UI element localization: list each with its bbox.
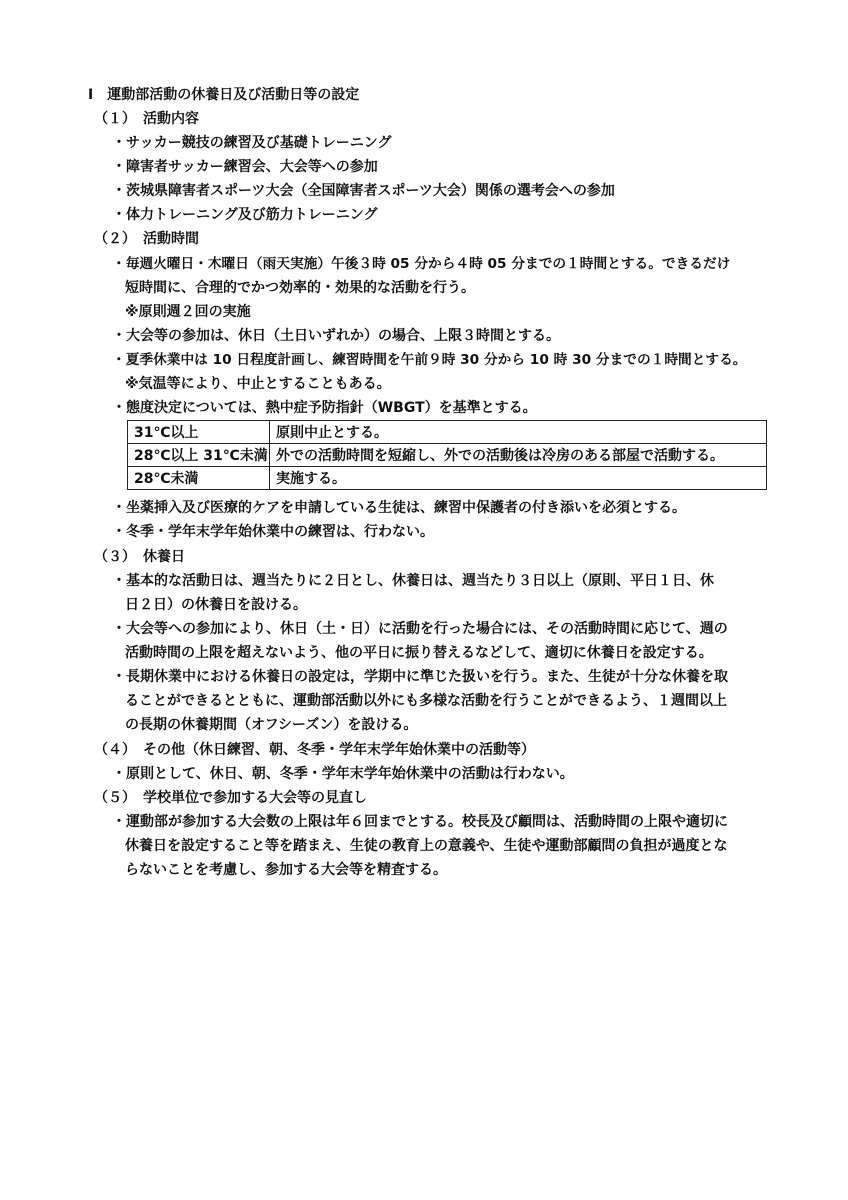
section-5-item-continuation: 休養日を設定すること等を踏まえ、生徒の教育上の意義や、生徒や運動部顧問の負担が過度とな [125, 838, 728, 854]
section-1-item: ・障害者サッカー練習会、大会等への参加 [112, 159, 378, 175]
section-1-item: ・体力トレーニング及び筋力トレーニング [112, 207, 378, 223]
section-5-title: （５） 学校単位で参加する大会等の見直し [94, 790, 367, 806]
section-2-note: ※原則週２回の実施 [125, 304, 251, 320]
section-2-item: ・態度決定については、熱中症予防指針（WBGT）を基準とする。 [112, 400, 537, 416]
section-5-item-continuation: らないことを考慮し、参加する大会等を精査する。 [125, 862, 447, 878]
table-cell: 外での活動時間を短縮し、外での活動後は冷房のある部屋で活動する。 [270, 444, 767, 467]
section-4-title: （４） その他（休日練習、朝、冬季・学年末学年始休業中の活動等） [94, 742, 535, 758]
table-cell: 実施する。 [270, 467, 767, 490]
section-3-item: ・基本的な活動日は、週当たりに２日とし、休養日は、週当たり３日以上（原則、平日１日、休 [112, 573, 714, 589]
table-cell: 原則中止とする。 [270, 421, 767, 444]
section-2-item: ・坐薬挿入及び医療的ケアを申請している生徒は、練習中保護者の付き添いを必須とする。 [112, 500, 686, 516]
table-cell: 31℃以上 [128, 421, 270, 444]
section-2-item: ・大会等の参加は、休日（土日いずれか）の場合、上限３時間とする。 [112, 328, 560, 344]
table-row [128, 467, 767, 490]
section-4-item: ・原則として、休日、朝、冬季・学年末学年始休業中の活動は行わない。 [112, 766, 574, 782]
section-1-title: （１） 活動内容 [94, 111, 199, 127]
section-3-item: ・長期休業中における休養日の設定は，学期中に準じた扱いを行う。また、生徒が十分な休養を取 [112, 669, 728, 685]
section-2-item-continuation: 短時間に、合理的でかつ効率的・効果的な活動を行う。 [125, 280, 475, 296]
section-3-item-continuation: 活動時間の上限を超えないよう、他の平日に振り替えるなどして、適切に休養日を設定する。 [125, 645, 713, 661]
table-row [128, 421, 767, 444]
section-3-item-continuation: 日２日）の休養日を設ける。 [125, 597, 307, 613]
section-1-item: ・サッカー競技の練習及び基礎トレーニング [112, 135, 392, 151]
document-heading: Ⅰ 運動部活動の休養日及び活動日等の設定 [88, 87, 360, 103]
section-2-note: ※気温等により、中止とすることもある。 [125, 376, 391, 392]
table-cell: 28℃以上 31℃未満 [128, 444, 270, 467]
section-2-item: ・冬季・学年末学年始休業中の練習は、行わない。 [112, 524, 434, 540]
section-3-item-continuation: の長期の休養期間（オフシーズン）を設ける。 [125, 717, 418, 733]
section-1-item: ・茨城県障害者スポーツ大会（全国障害者スポーツ大会）関係の選考会への参加 [112, 183, 615, 199]
section-2-item: ・夏季休業中は 10 日程度計画し、練習時間を午前９時 30 分から 10 時 30 分までの１時間とする。 [112, 352, 747, 368]
section-5-item: ・運動部が参加する大会数の上限は年６回までとする。校長及び顧問は、活動時間の上限や適切に [112, 814, 728, 830]
section-3-item-continuation: ることができるとともに、運動部活動以外にも多様な活動を行うことができるよう、１週間以上 [125, 693, 727, 709]
wbgt-table [127, 420, 767, 490]
section-2-item: ・毎週火曜日・木曜日（雨天実施）午後３時 05 分から４時 05 分までの１時間とする。できるだけ [112, 256, 731, 272]
table-cell: 28℃未満 [128, 467, 270, 490]
table-row [128, 444, 767, 467]
section-3-title: （３） 休養日 [94, 549, 185, 565]
section-3-item: ・大会等への参加により、休日（土・日）に活動を行った場合には、その活動時間に応じて、週の [112, 621, 728, 637]
section-2-title: （２） 活動時間 [94, 231, 199, 247]
